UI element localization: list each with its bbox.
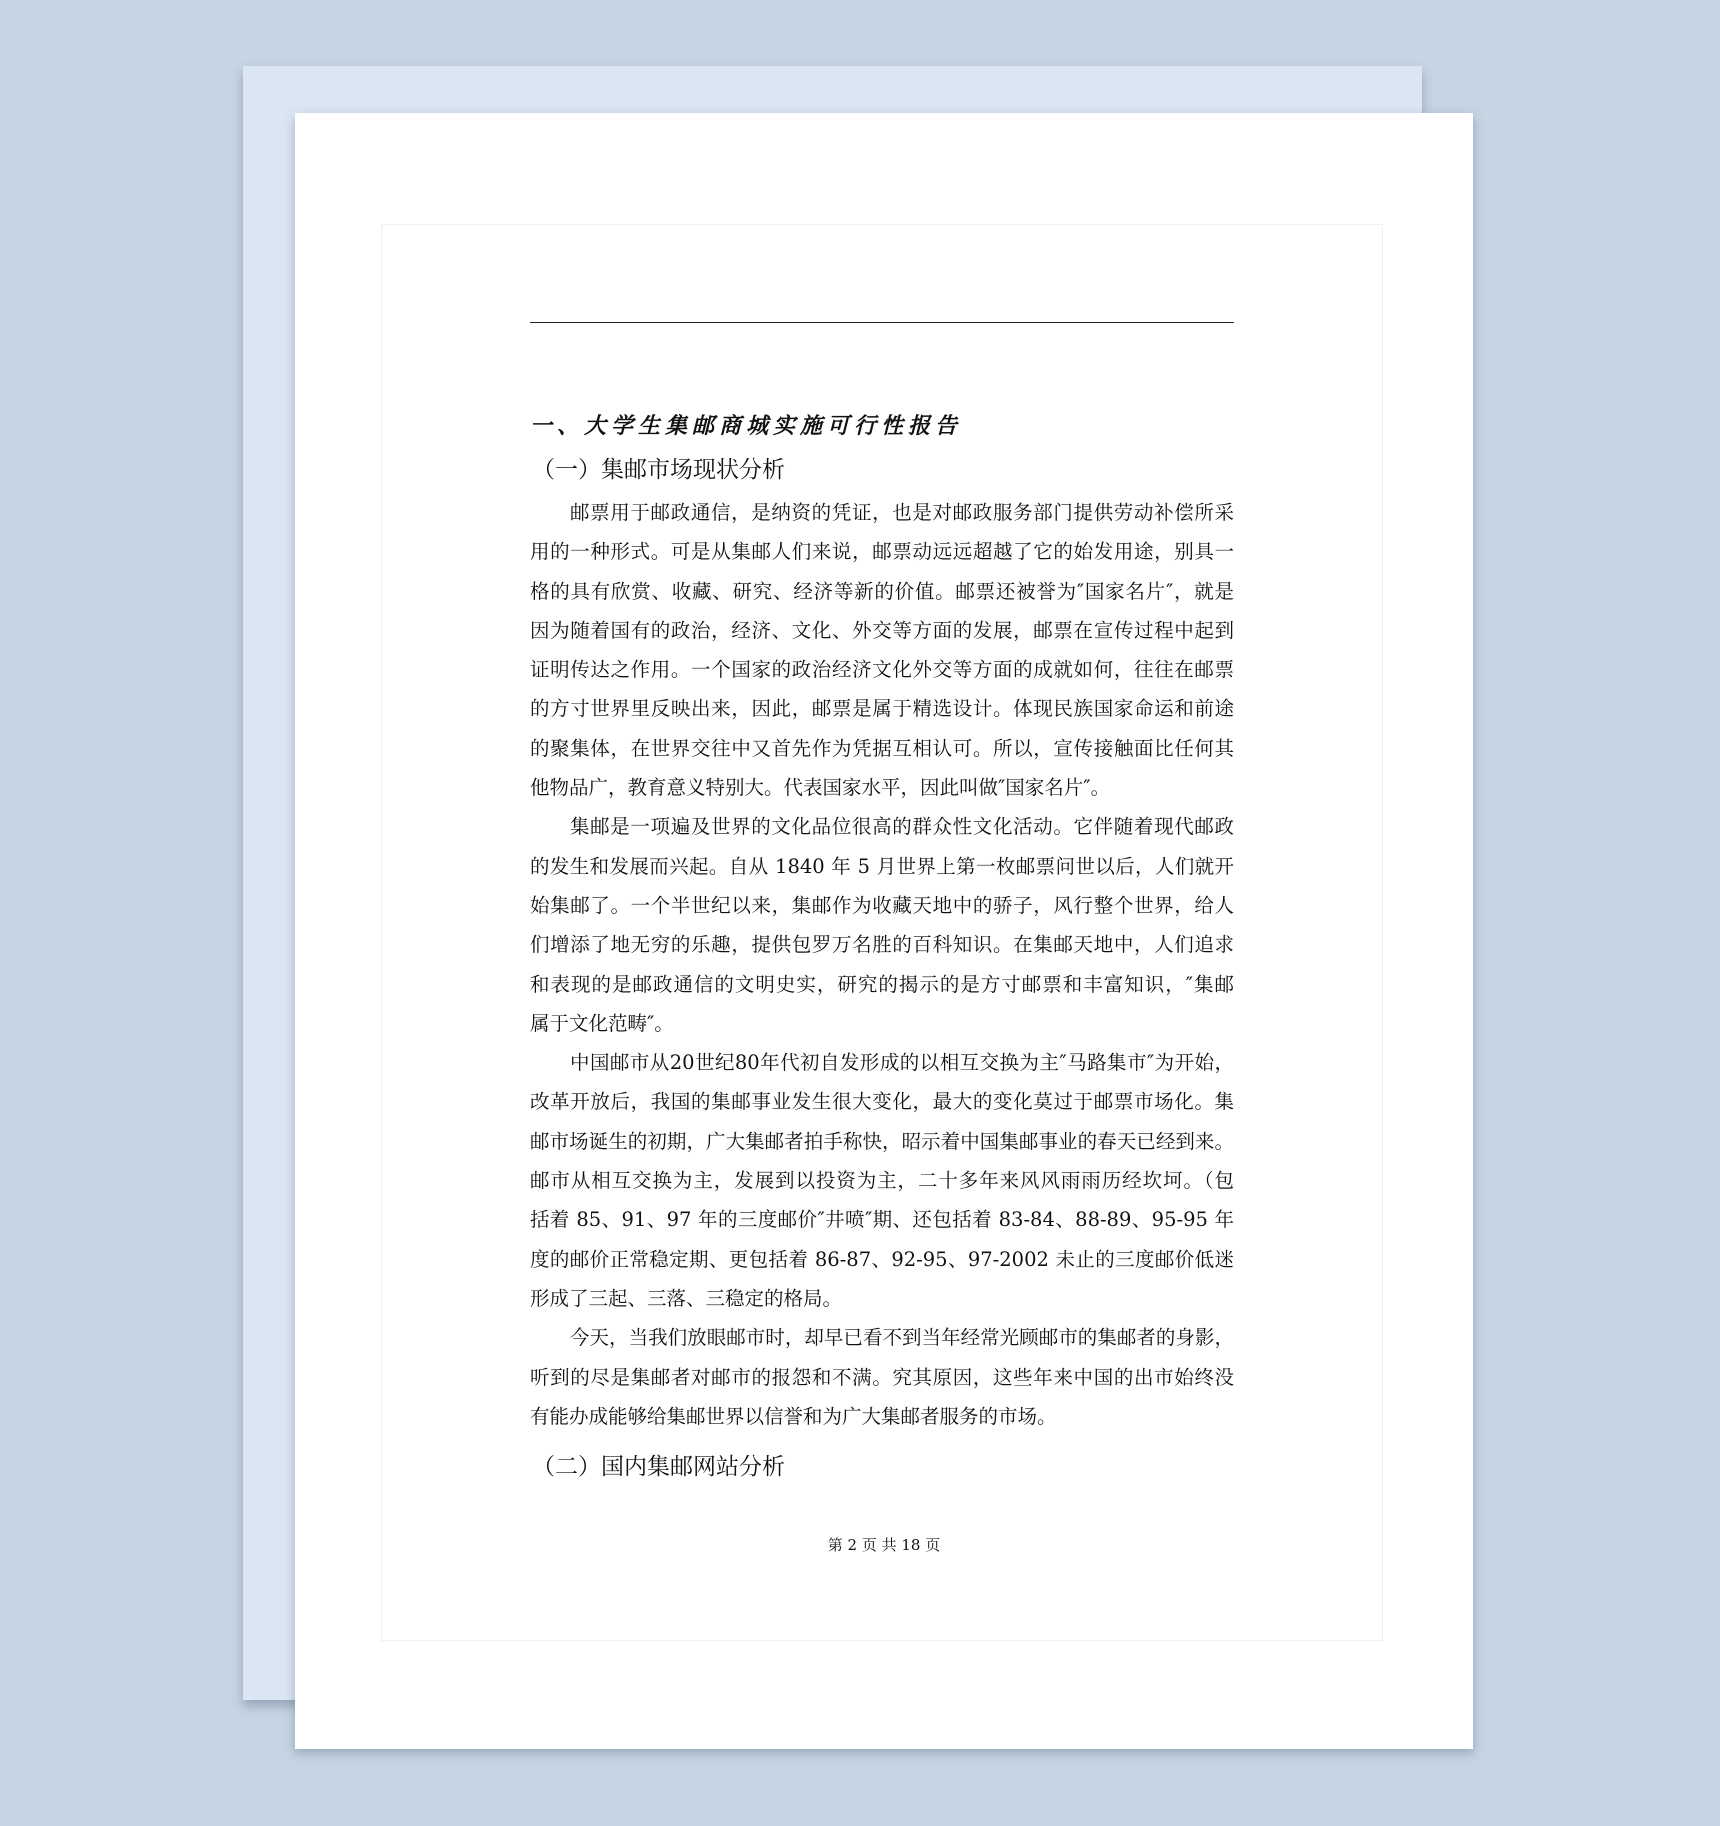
document-page: [295, 113, 1473, 1749]
text-line: 邮市从相互交换为主，发展到以投资为主，二十多年来风风雨雨历经坎坷。（包: [530, 1169, 1234, 1193]
text-line: 形成了三起、三落、三稳定的格局。: [530, 1286, 843, 1310]
text-line: 邮市场诞生的初期，广大集邮者拍手称快，昭示着中国集邮事业的春天已经到来。: [530, 1129, 1234, 1153]
text-line: 有能办成能够给集邮世界以信誉和为广大集邮者服务的市场。: [530, 1404, 1057, 1428]
page-footer: 第 2 页 共 18 页: [827, 1536, 941, 1554]
text-line: 度的邮价正常稳定期、更包括着 86-87、92-95、97-2002 未止的三度邮价低迷: [530, 1247, 1234, 1271]
paragraph: [530, 1043, 1234, 1318]
text-line: 属于文化范畴″。: [530, 1011, 674, 1035]
text-line: 的方寸世界里反映出来，因此，邮票是属于精选设计。体现民族国家命运和前途: [530, 697, 1234, 721]
section-heading-2: （二）国内集邮网站分析: [532, 1454, 785, 1481]
paragraph: [530, 1318, 1234, 1436]
text-line: 用的一种形式。可是从集邮人们来说，邮票动远远超越了它的始发用途，别具一: [530, 540, 1234, 564]
text-line: 集邮是一项遍及世界的文化品位很高的群众性文化活动。它伴随着现代邮政: [570, 815, 1234, 839]
text-line: 邮票用于邮政通信，是纳资的凭证，也是对邮政服务部门提供劳动补偿所采: [570, 501, 1234, 524]
text-line: 证明传达之作用。一个国家的政治经济文化外交等方面的成就如何，往往在邮票: [530, 658, 1234, 682]
text-line: 们增添了地无穷的乐趣，提供包罗万名胜的百科知识。在集邮天地中，人们追求: [530, 933, 1234, 957]
body-text: [530, 493, 1234, 1436]
page-content: [530, 405, 1234, 1490]
document-title: 一、大学生集邮商城实施可行性报告: [530, 413, 963, 439]
section-heading-1: （一）集邮市场现状分析: [532, 457, 785, 483]
header-rule: [530, 322, 1234, 323]
text-line: 听到的尽是集邮者对邮市的报怨和不满。究其原因，这些年来中国的出市始终没: [530, 1365, 1234, 1389]
text-line: 的聚集体，在世界交往中又首先作为凭据互相认可。所以，宣传接触面比任何其: [530, 736, 1234, 760]
text-line: 今天，当我们放眼邮市时，却早已看不到当年经常光顾邮市的集邮者的身影，: [570, 1326, 1234, 1350]
text-line: 括着 85、91、97 年的三度邮价″井喷″期、还包括着 83-84、88-89、95-95 年: [530, 1208, 1234, 1232]
text-line: 格的具有欣赏、收藏、研究、经济等新的价值。邮票还被誉为″国家名片″，就是: [530, 579, 1234, 603]
text-line: 中国邮市从20世纪80年代初自发形成的以相互交换为主″马路集市″为开始，: [570, 1051, 1234, 1075]
text-line: 始集邮了。一个半世纪以来，集邮作为收藏天地中的骄子，风行整个世界，给人: [530, 893, 1234, 917]
text-line: 因为随着国有的政治，经济、文化、外交等方面的发展，邮票在宣传过程中起到: [530, 618, 1234, 642]
paragraph: [530, 807, 1234, 1043]
text-line: 和表现的是邮政通信的文明史实，研究的揭示的是方寸邮票和丰富知识，″集邮: [530, 972, 1234, 996]
text-line: 的发生和发展而兴起。自从 1840 年 5 月世界上第一枚邮票问世以后，人们就开: [530, 854, 1234, 878]
paragraph: [530, 493, 1234, 807]
text-line: 改革开放后，我国的集邮事业发生很大变化，最大的变化莫过于邮票市场化。集: [530, 1090, 1234, 1114]
text-line: 他物品广，教育意义特别大。代表国家水平，因此叫做″国家名片″。: [530, 776, 1111, 800]
